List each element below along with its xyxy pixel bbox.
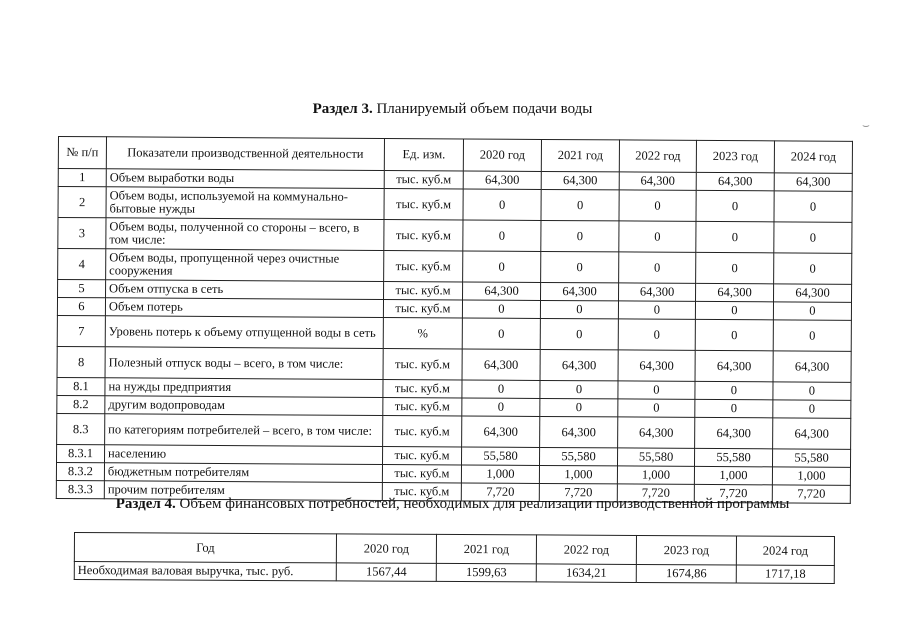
financial-needs-table-body <box>74 562 834 584</box>
table-cell: 64,300 <box>696 283 774 301</box>
table-cell: 0 <box>541 220 619 251</box>
table-cell: % <box>383 317 462 348</box>
table-cell: 0 <box>462 318 540 349</box>
table-row <box>58 187 852 223</box>
table-cell: тыс. куб.м <box>383 397 462 415</box>
table-cell: 64,300 <box>463 171 541 189</box>
table-cell: 0 <box>618 399 695 417</box>
table-cell: 0 <box>619 190 696 221</box>
table-cell: 0 <box>695 399 773 417</box>
table-cell: 0 <box>540 318 618 349</box>
table-cell: 0 <box>774 222 852 253</box>
water-supply-table-body <box>56 169 852 504</box>
section4-title <box>0 496 905 513</box>
table-cell: 64,300 <box>695 350 773 381</box>
table-cell: 64,300 <box>462 416 540 447</box>
column-header: 2020 год <box>463 139 541 171</box>
table-cell: 8.3.3 <box>56 480 104 498</box>
table-cell: 1,000 <box>772 467 850 485</box>
table-cell: 0 <box>462 300 540 318</box>
financial-needs-table <box>74 532 835 584</box>
table-cell: 1674,86 <box>636 564 736 583</box>
table-cell: тыс. куб.м <box>384 188 463 219</box>
scan-mark: ⌣ <box>862 118 870 132</box>
table-cell: 0 <box>773 320 851 351</box>
table-cell: 0 <box>696 190 774 221</box>
table-cell: 0 <box>695 319 773 350</box>
table-cell: тыс. куб.м <box>382 464 461 482</box>
table-cell: 0 <box>462 398 540 416</box>
section4-title-number: Раздел 4. <box>115 496 176 512</box>
table-cell: 1,000 <box>694 466 772 484</box>
table-cell: 0 <box>618 301 695 319</box>
table-cell: тыс. куб.м <box>384 219 463 250</box>
table-cell: 64,300 <box>540 416 618 447</box>
table-cell: 55,580 <box>694 448 772 466</box>
column-header: 2024 год <box>774 141 852 173</box>
table-cell: Объем воды, пропущенной через очистные сооружения <box>106 249 384 282</box>
table-cell: 0 <box>696 252 774 283</box>
table-cell: Объем отпуска в сеть <box>106 280 384 300</box>
table-row <box>57 413 851 449</box>
table-cell: 7,720 <box>461 483 539 501</box>
table-row <box>57 315 851 351</box>
table-cell: 7 <box>57 315 105 346</box>
table-cell: 64,300 <box>619 283 696 301</box>
table-row <box>58 218 852 254</box>
water-supply-table-header <box>58 137 852 174</box>
table-cell: 2 <box>58 187 106 218</box>
table-cell: 0 <box>774 191 852 222</box>
table-cell: тыс. куб.м <box>384 250 463 281</box>
column-header: 2023 год <box>636 535 736 565</box>
table-cell: населению <box>105 445 383 465</box>
table-cell: 0 <box>618 381 695 399</box>
table-cell: 1599,63 <box>436 563 536 582</box>
table-cell: тыс. куб.м <box>382 482 461 500</box>
table-cell: 8.3 <box>57 413 105 444</box>
table-cell: 8.1 <box>57 377 105 395</box>
table-cell: 7,720 <box>617 484 694 502</box>
table-cell: 0 <box>774 253 852 284</box>
table-cell: 1634,21 <box>536 564 636 583</box>
table-cell: 64,300 <box>540 349 618 380</box>
table-cell: Объем воды, используемой на коммунально-бытовые нужды <box>106 187 384 220</box>
table-row <box>57 346 851 382</box>
table-cell: 0 <box>773 400 851 418</box>
table-cell: 64,300 <box>695 417 773 448</box>
section4-title-text: Объем финансовых потребностей, необходимых для реализации производственной программы <box>175 496 790 512</box>
table-cell: 1 <box>58 169 106 187</box>
table-cell: 8.2 <box>57 395 105 413</box>
table-cell: 1,000 <box>539 465 617 483</box>
water-supply-table <box>56 136 853 504</box>
column-header: Показатели производственной деятельности <box>106 137 384 171</box>
table-cell: 7,720 <box>694 484 772 502</box>
table-cell: 8.3.1 <box>57 444 105 462</box>
table-cell: 55,580 <box>461 447 539 465</box>
table-cell: 0 <box>540 380 618 398</box>
table-cell: 64,300 <box>774 284 852 302</box>
table-cell: 55,580 <box>617 448 694 466</box>
table-cell: по категориям потребителей – всего, в том числе: <box>105 414 383 447</box>
table-cell: 64,300 <box>773 351 851 382</box>
table-cell: 64,300 <box>462 349 540 380</box>
column-header: № п/п <box>58 137 106 169</box>
table-cell: 64,300 <box>618 350 695 381</box>
table-cell: 64,300 <box>696 172 774 190</box>
column-header: Ед. изм. <box>384 138 463 170</box>
column-header: 2021 год <box>541 139 619 171</box>
table-cell: тыс. куб.м <box>384 170 463 188</box>
table-row <box>74 562 834 584</box>
table-cell: тыс. куб.м <box>382 446 461 464</box>
table-cell: 5 <box>58 280 106 298</box>
table-cell: Объем воды, полученной со стороны – всего, в том числе: <box>106 218 384 251</box>
column-header: 2022 год <box>619 140 696 172</box>
section3-title-text: Планируемый объем подачи воды <box>372 101 593 117</box>
table-cell: 1,000 <box>617 466 694 484</box>
table-cell: 1717,18 <box>736 565 834 584</box>
table-cell: Объем потерь <box>105 298 383 318</box>
column-header: Год <box>74 533 336 563</box>
table-cell: 64,300 <box>541 171 619 189</box>
table-cell: 6 <box>57 298 105 316</box>
table-cell: Полезный отпуск воды – всего, в том числе: <box>105 347 383 380</box>
financial-needs-table-header <box>74 533 834 566</box>
table-cell: 0 <box>463 251 541 282</box>
table-cell: 0 <box>695 301 773 319</box>
table-cell: 1,000 <box>461 465 539 483</box>
column-header: 2021 год <box>436 534 536 564</box>
table-cell: 4 <box>58 249 106 280</box>
table-cell: 64,300 <box>463 282 541 300</box>
table-cell: тыс. куб.м <box>383 348 462 379</box>
table-cell: тыс. куб.м <box>383 299 462 317</box>
table-cell: на нужды предприятия <box>105 378 383 398</box>
table-cell: 8 <box>57 346 105 377</box>
table-cell: Объем выработки воды <box>106 169 384 189</box>
column-header: 2022 год <box>536 535 636 565</box>
table-cell: 0 <box>618 319 695 350</box>
table-cell: 0 <box>463 220 541 251</box>
table-cell: 0 <box>541 251 619 282</box>
table-cell: Уровень потерь к объему отпущенной воды в сеть <box>105 316 383 349</box>
column-header: 2024 год <box>736 536 834 566</box>
table-cell: 55,580 <box>539 447 617 465</box>
table-cell: 0 <box>462 380 540 398</box>
table-cell: 0 <box>773 302 851 320</box>
table-cell: тыс. куб.м <box>383 379 462 397</box>
table-cell: 0 <box>541 189 619 220</box>
table-cell: прочим потребителям <box>104 481 382 501</box>
table-cell: 64,300 <box>541 282 619 300</box>
table-cell: другим водопроводам <box>105 396 383 416</box>
table-cell: 0 <box>695 381 773 399</box>
table-cell: 1567,44 <box>336 563 436 582</box>
table-row <box>58 249 852 285</box>
table-cell: 64,300 <box>619 172 696 190</box>
table-cell: 3 <box>58 218 106 249</box>
section3-title-number: Раздел 3. <box>312 101 373 117</box>
table-cell: 7,720 <box>539 483 617 501</box>
table-cell: 64,300 <box>774 173 852 191</box>
table-cell: 0 <box>540 300 618 318</box>
table-cell: тыс. куб.м <box>383 415 462 446</box>
table-cell: 55,580 <box>772 449 850 467</box>
table-cell: 0 <box>696 221 774 252</box>
table-cell: тыс. куб.м <box>384 281 463 299</box>
table-cell: 7,720 <box>772 485 850 503</box>
table-cell: Необходимая валовая выручка, тыс. руб. <box>74 562 336 581</box>
column-header: 2020 год <box>336 534 436 564</box>
table-header-row <box>74 533 834 566</box>
table-cell: 64,300 <box>618 417 695 448</box>
table-cell: 0 <box>619 252 696 283</box>
table-cell: 0 <box>463 189 541 220</box>
column-header: 2023 год <box>696 140 774 172</box>
section3-title <box>0 101 905 118</box>
table-cell: 0 <box>619 221 696 252</box>
table-cell: бюджетным потребителям <box>104 463 382 483</box>
table-cell: 64,300 <box>773 418 851 449</box>
table-header-row <box>58 137 852 174</box>
table-cell: 0 <box>773 382 851 400</box>
table-cell: 0 <box>540 398 618 416</box>
table-cell: 8.3.2 <box>56 462 104 480</box>
